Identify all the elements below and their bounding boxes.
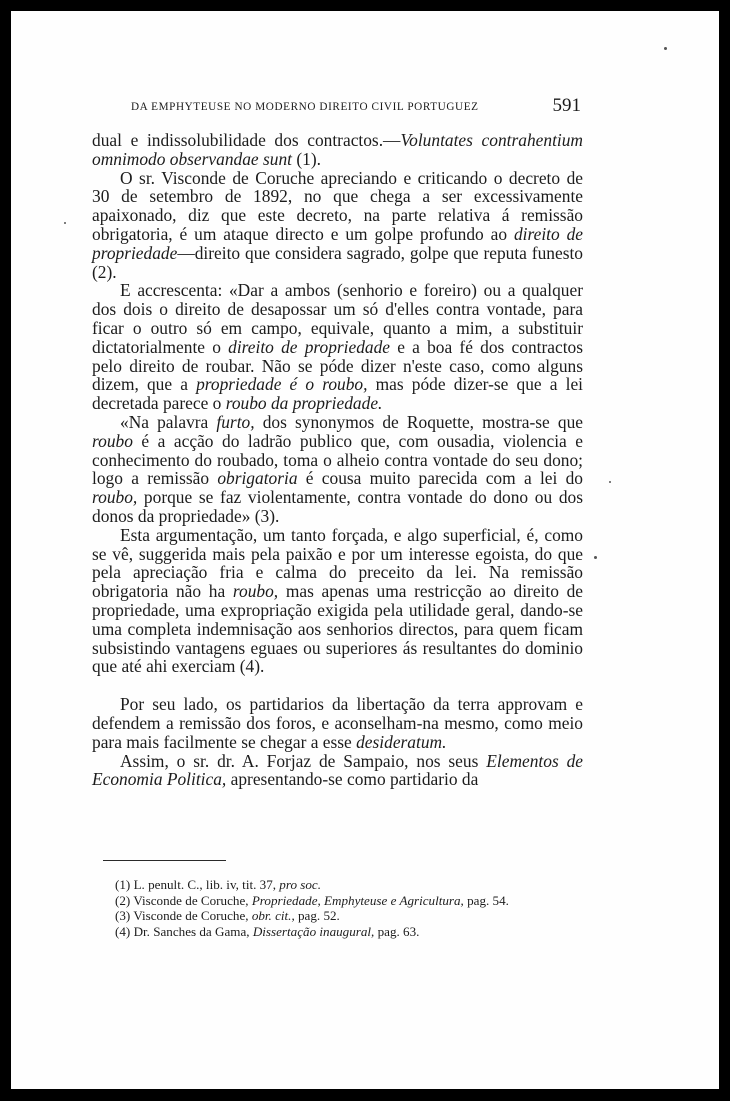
paragraph-2 [92, 169, 583, 282]
text-run: O sr. Visconde de Coruche apreciando e criticando o decreto de 30 de setembro de 1892, no que chega a ser excessivamente apaixonado, diz que este decreto, na parte relativa á remissão obrigatoria, é um ataque directo e um golpe profundo ao [92, 167, 583, 244]
italic-text: desideratum. [356, 731, 447, 752]
italic-text: roubo, [92, 487, 138, 508]
text-run: é a acção do ladrão publico que, com ousadia, violencia e conhecimento do roubado, toma o alheio contra vontade do seu dono; logo a remissão [92, 430, 583, 489]
text-run: mas póde dizer-se que a lei decretada parece o [92, 374, 583, 414]
text-run: Visconde de Coruche, [133, 908, 252, 923]
italic-text: direito de propriedade [92, 223, 583, 263]
text-run: (1). [291, 148, 321, 169]
paragraph-4 [92, 413, 583, 526]
italic-text: roubo da propriedade. [225, 393, 383, 414]
text-run: —direito que considera sagrado, golpe que reputa funesto (2). [92, 242, 583, 282]
text-run: E accrescenta: «Dar a ambos (senhorio e foreiro) ou a qualquer dos dois o direito de desapossar um só d'elles contra vontade, para ficar o outro só em campo, equivale, quanto a mim, a substituir dictatorialmente o [92, 280, 583, 357]
footnote-number: (1) [115, 877, 131, 892]
paper-speck [664, 47, 667, 50]
italic-text: Elementos de Economia Politica, [92, 750, 584, 790]
paper-speck [594, 556, 597, 559]
italic-text: Dissertação inaugural, [252, 923, 375, 939]
text-run: pag. 52. [294, 908, 340, 923]
scanned-page [11, 11, 719, 1089]
italic-text: Propriedade, Emphyteuse e Agricultura, [251, 892, 464, 908]
italic-text: Voluntates contrahentium omnimodo observandae sunt [92, 130, 583, 169]
text-run: apresentando-se como partidario da [226, 769, 479, 790]
italic-text: obr. cit., [251, 908, 295, 923]
footnote-divider [103, 860, 226, 861]
text-run: Dr. Sanches da Gama, [133, 923, 253, 939]
footnote [92, 908, 583, 924]
text-run: Assim, o sr. dr. A. Forjaz de Sampaio, nos seus [120, 750, 487, 771]
italic-text: pro soc. [279, 877, 322, 892]
paper-speck [609, 481, 611, 483]
footnote [92, 877, 583, 893]
footnote [92, 893, 583, 909]
footnote-number: (2) [115, 892, 131, 908]
paper-speck [64, 222, 66, 224]
text-run: «Na palavra [120, 411, 217, 432]
italic-text: direito de propriedade [228, 336, 391, 357]
text-run: L. penult. C., lib. iv, tit. 37, [133, 877, 280, 892]
page-header [131, 95, 581, 119]
footnotes [92, 877, 583, 939]
text-run: Esta argumentação, um tanto forçada, e algo superficial, é, como se vê, suggerida mais pela paixão e por um interesse egoista, do que pela apreciação fria e calma do preceito da lei. Na remissão obrigatoria não ha [92, 524, 583, 602]
paragraph-3 [92, 281, 583, 413]
main-text [92, 131, 583, 789]
text-run: mas apenas uma restricção ao direito de propriedade, uma expropriação exigida pela utilidade geral, dando-se uma completa indemnisação aos senhorios directos, para quem ficam subsistindo vantagens eguaes ou superiores ás resultantes do dominio que até ahi exerciam (4). [92, 581, 583, 677]
italic-text: roubo [92, 430, 133, 451]
paragraph-1 [92, 131, 583, 169]
paragraph-7 [92, 752, 583, 790]
italic-text: furto, [216, 411, 255, 432]
page-number: 591 [552, 95, 581, 116]
footnote-number: (3) [115, 908, 131, 923]
paragraph-5 [92, 526, 583, 676]
text-run: pag. 63. [374, 923, 420, 939]
text-run: Por seu lado, os partidarios da libertação da terra approvam e defendem a remissão dos foros, e aconselham-na mesmo, como meio para mais facilmente se chegar a esse [92, 694, 583, 752]
italic-text: obrigatoria [217, 468, 298, 489]
text-run: dos synonymos de Roquette, mostra-se que [254, 411, 583, 432]
italic-text: roubo, [232, 581, 279, 602]
paragraph-6 [92, 695, 583, 751]
text-run: porque se faz violentamente, contra vontade do dono ou dos donos da propriedade» (3). [92, 487, 583, 526]
italic-text: propriedade é o roubo, [196, 374, 368, 395]
text-run: é cousa muito parecida com a lei do [297, 468, 584, 489]
running-head: DA EMPHYTEUSE NO MODERNO DIREITO CIVIL PORTUGUEZ [131, 101, 479, 113]
text-run: pag. 54. [463, 892, 509, 908]
text-run: e a boa fé dos contractos pelo direito de roubar. Não se póde dizer n'este caso, como alguns dizem, que a [92, 336, 583, 395]
text-run: dual e indissolubilidade dos contractos.— [92, 130, 401, 150]
footnote-number: (4) [115, 923, 131, 939]
text-run: Visconde de Coruche, [133, 892, 252, 908]
footnote [92, 924, 583, 940]
